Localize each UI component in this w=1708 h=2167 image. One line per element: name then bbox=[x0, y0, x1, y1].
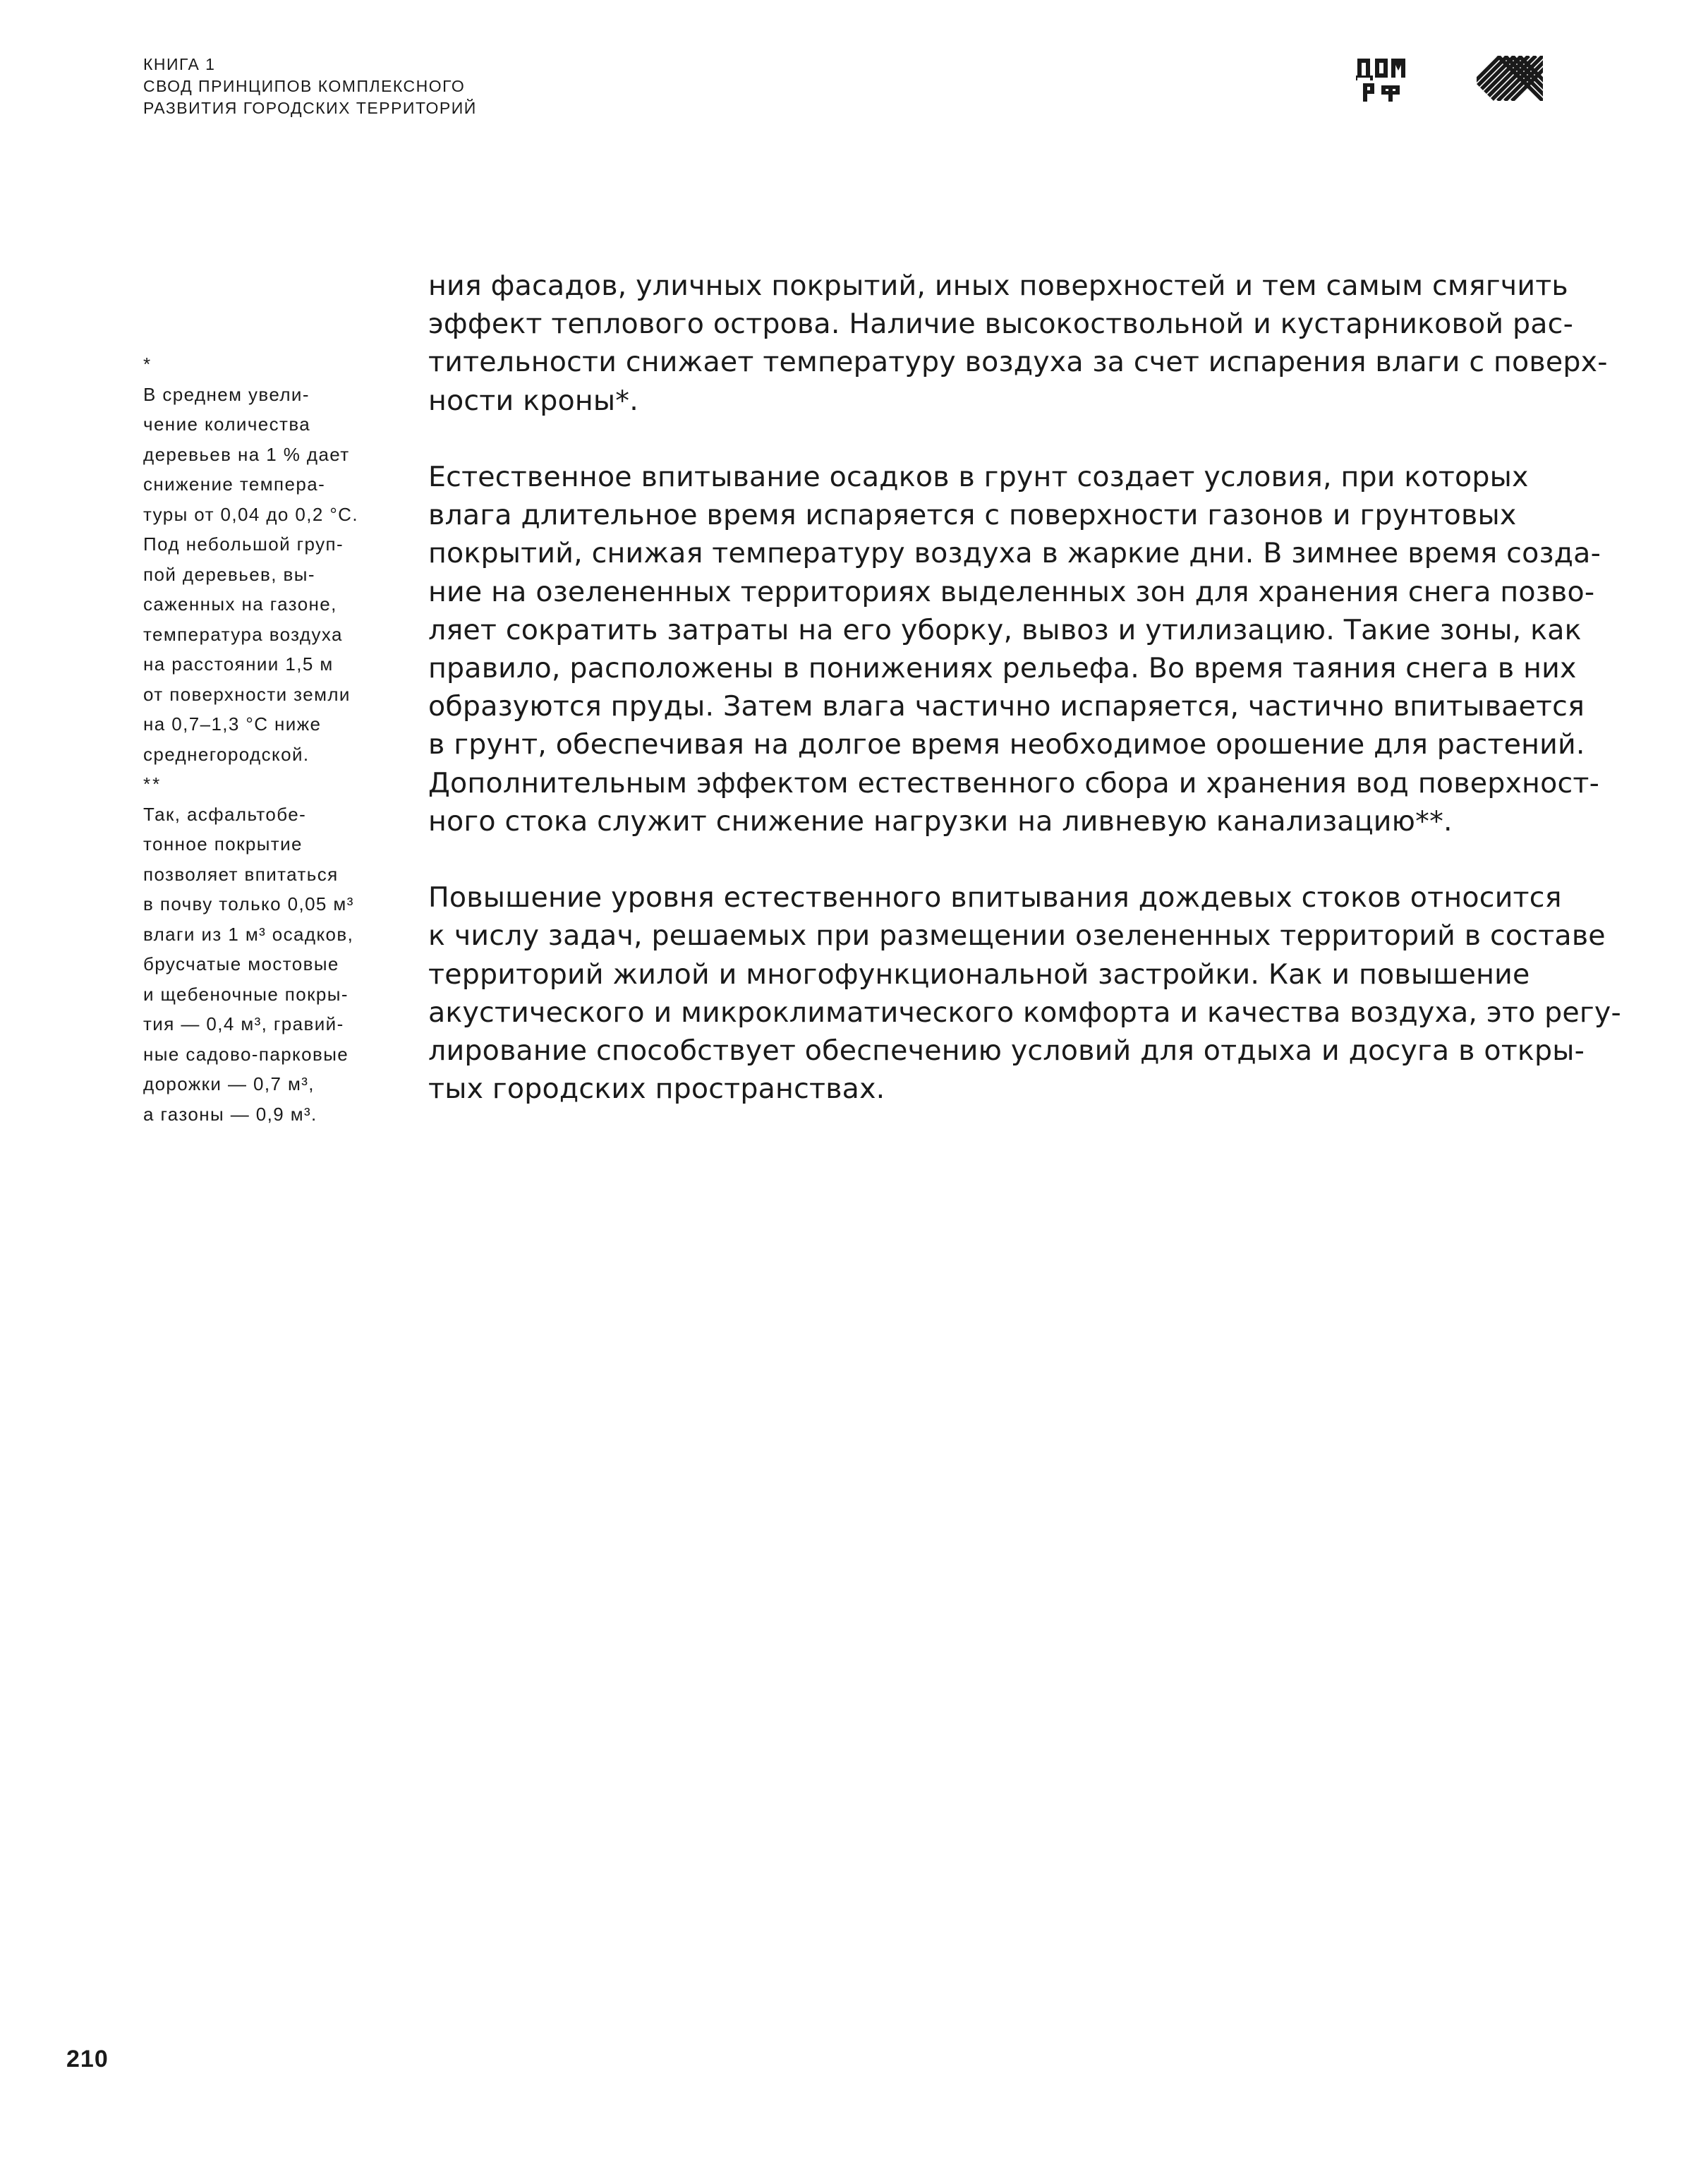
footnote-line: в почву только 0,05 м³ bbox=[143, 893, 354, 915]
text-line: тых городских пространствах. bbox=[428, 1073, 885, 1106]
footnote-line: температура воздуха bbox=[143, 623, 343, 645]
footnote-line: туры от 0,04 до 0,2 °С. bbox=[143, 503, 358, 525]
text-line: влага длительное время испаряется с поверхности газонов и грунтовых bbox=[428, 499, 1517, 532]
footnote-line: а газоны — 0,9 м³. bbox=[143, 1103, 317, 1125]
text-line: тительности снижает температуру воздуха за счет испарения влаги с поверх- bbox=[428, 346, 1608, 379]
footnote-line: чение количества bbox=[143, 414, 311, 435]
footnote-line: на расстоянии 1,5 м bbox=[143, 653, 334, 675]
footnote-line: снижение темпера- bbox=[143, 473, 326, 495]
footnote-line: брусчатые мостовые bbox=[143, 953, 339, 974]
paragraph bbox=[428, 458, 1601, 840]
text-line: ного стока служит снижение нагрузки на ливневую канализацию**. bbox=[428, 804, 1453, 838]
running-header bbox=[143, 54, 477, 119]
header-line: КНИГА 1 bbox=[143, 55, 216, 73]
footnote-line: саженных на газоне, bbox=[143, 593, 337, 615]
footnote-mark: ** bbox=[143, 773, 162, 795]
footnote-line: тия — 0,4 м³, гравий- bbox=[143, 1013, 344, 1034]
footnote-line: В среднем увели- bbox=[143, 383, 310, 405]
footnote-line: на 0,7–1,3 °С ниже bbox=[143, 713, 322, 735]
text-line: к числу задач, решаемых при размещении озелененных территорий в составе bbox=[428, 919, 1606, 953]
footnote-line: от поверхности земли bbox=[143, 683, 351, 705]
header-line: РАЗВИТИЯ ГОРОДСКИХ ТЕРРИТОРИЙ bbox=[143, 99, 477, 117]
footnote-line: влаги из 1 м³ осадков, bbox=[143, 923, 354, 945]
footnote-line: Под небольшой груп- bbox=[143, 533, 344, 555]
side-footnotes bbox=[143, 349, 411, 1129]
footnote-line: дорожки — 0,7 м³, bbox=[143, 1073, 315, 1094]
footnote-line: среднегородской. bbox=[143, 743, 310, 765]
header-line: СВОД ПРИНЦИПОВ КОМПЛЕКСНОГО bbox=[143, 77, 466, 95]
footnote-line: ные садово-парковые bbox=[143, 1043, 349, 1065]
text-line: эффект теплового острова. Наличие высокоствольной и кустарниковой рас- bbox=[428, 308, 1574, 341]
text-line: Дополнительным эффектом естественного сбора и хранения вод поверхност- bbox=[428, 766, 1600, 799]
text-line: акустического и микроклиматического комфорта и качества воздуха, это регу- bbox=[428, 996, 1621, 1029]
text-line: ние на озелененных территориях выделенных зон для хранения снега позво- bbox=[428, 575, 1595, 608]
footnote-line: позволяет впитаться bbox=[143, 863, 339, 885]
footnote-line: и щебеночные покры- bbox=[143, 983, 349, 1005]
text-line: ляет сократить затраты на его уборку, вывоз и утилизацию. Такие зоны, как bbox=[428, 613, 1582, 646]
text-line: лирование способствует обеспечению условий для отдыха и досуга в откры- bbox=[428, 1034, 1585, 1068]
footnote-line: пой деревьев, вы- bbox=[143, 563, 315, 585]
footnote-line: тонное покрытие bbox=[143, 833, 303, 855]
text-line: правило, расположены в понижениях рельефа. Во время таяния снега в них bbox=[428, 652, 1577, 685]
text-line: образуются пруды. Затем влага частично испаряется, частично впитывается bbox=[428, 690, 1585, 723]
footnote-line: Так, асфальтобе- bbox=[143, 803, 307, 825]
text-line: Повышение уровня естественного впитывания дождевых стоков относится bbox=[428, 881, 1562, 915]
dom-rf-logo bbox=[1356, 56, 1407, 104]
page-number: 210 bbox=[66, 2046, 109, 2072]
text-line: в грунт, обеспечивая на долгое время необходимое орошение для растений. bbox=[428, 728, 1585, 761]
footnote-line: деревьев на 1 % дает bbox=[143, 443, 350, 465]
paragraph bbox=[428, 879, 1621, 1108]
text-line: Естественное впитывание осадков в грунт создает условия, при которых bbox=[428, 461, 1529, 493]
text-line: ния фасадов, уличных покрытий, иных поверхностей и тем самым смягчить bbox=[428, 270, 1568, 302]
paragraph bbox=[428, 267, 1608, 420]
hatched-logo bbox=[1477, 56, 1543, 101]
main-text bbox=[428, 267, 1621, 1147]
text-line: покрытий, снижая температуру воздуха в жаркие дни. В зимнее время созда- bbox=[428, 537, 1601, 570]
footnote-mark: * bbox=[143, 354, 153, 375]
text-line: ности кроны*. bbox=[428, 384, 638, 417]
text-line: территорий жилой и многофункциональной застройки. Как и повышение bbox=[428, 958, 1530, 991]
